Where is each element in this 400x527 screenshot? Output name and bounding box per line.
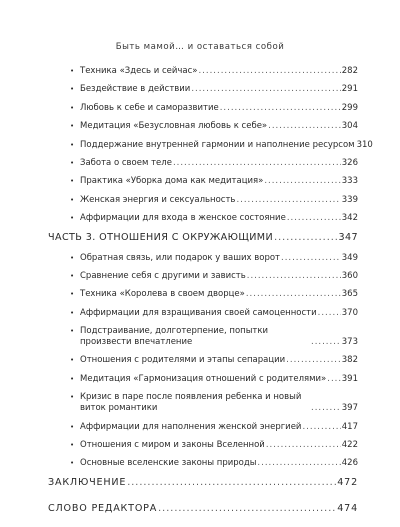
section-title: СЛОВО РЕДАКТОРА (48, 502, 158, 514)
toc-entry (48, 458, 358, 469)
dot-leader (247, 271, 341, 282)
toc-entry-page: 391 (341, 373, 358, 384)
section-page: 472 (337, 476, 358, 488)
toc-entry-page: 417 (341, 421, 358, 432)
bullet-icon: • (70, 140, 75, 149)
bullet-icon: • (70, 327, 75, 336)
bullet-icon: • (70, 271, 75, 280)
bullet-icon: • (70, 374, 75, 383)
dot-leader (302, 422, 340, 433)
dot-leader (191, 84, 340, 95)
toc-entry-page: 304 (341, 121, 358, 132)
toc-entry (48, 355, 358, 366)
toc-section-conclusion (48, 477, 358, 489)
toc-entry-title: Подстраивание, долготерпение, попытки произвести впечатление (80, 326, 269, 348)
toc-entry (48, 289, 358, 300)
bullet-icon: • (70, 214, 75, 223)
toc-entry-page: 360 (341, 270, 358, 281)
bullet-icon: • (70, 290, 75, 299)
toc-entry-page: 349 (341, 252, 358, 263)
toc-entry (48, 253, 358, 264)
dot-leader (127, 477, 336, 489)
toc-entry-page: 426 (341, 458, 358, 469)
bullet-icon: • (70, 308, 75, 317)
toc-entry-title: Медитация «Безусловная любовь к себе» (80, 121, 268, 132)
toc-entry-title: Аффирмации для входа в женское состояние (80, 213, 286, 224)
toc-entry-page: 397 (341, 403, 358, 414)
bullet-icon: • (70, 253, 75, 262)
toc-entry-title: Поддержание внутренней гармонии и наполнение ресурсом (80, 139, 355, 150)
toc-entry (48, 121, 358, 132)
toc-entry-page: 310 (356, 139, 373, 150)
toc-entry (48, 271, 358, 282)
toc-entry (48, 158, 358, 169)
part-title: ЧАСТЬ 3. ОТНОШЕНИЯ С ОКРУЖАЮЩИМИ (48, 231, 274, 243)
dot-leader (198, 66, 340, 77)
toc-entry-page: 422 (341, 440, 358, 451)
dot-leader (318, 308, 341, 319)
toc-entry (48, 374, 358, 385)
toc-entry-title: Бездействие в действии (80, 84, 191, 95)
bullet-icon: • (70, 85, 75, 94)
dot-leader (281, 253, 341, 264)
bullet-icon: • (70, 67, 75, 75)
section-title: ЗАКЛЮЧЕНИЕ (48, 476, 127, 488)
toc-section-editor-word (48, 503, 358, 515)
toc-entry-title: Техника «Здесь и сейчас» (80, 66, 198, 76)
bullet-icon: • (70, 195, 75, 204)
bullet-icon: • (70, 393, 75, 402)
bullet-icon: • (70, 441, 75, 450)
toc-entry (48, 139, 373, 151)
toc-entry-title: Обратная связь, или подарок у ваших ворот (80, 252, 280, 263)
bullet-icon: • (70, 356, 75, 365)
toc-entry (48, 392, 358, 414)
toc-entry-page: 299 (341, 102, 358, 113)
dot-leader (158, 503, 336, 515)
bullet-icon: • (70, 177, 75, 186)
dot-leader (327, 374, 341, 385)
bullet-icon: • (70, 459, 75, 468)
bullet-icon: • (70, 158, 75, 167)
toc-entry-title: Техника «Королева в своем дворце» (80, 289, 245, 300)
toc-entry-title: Забота о своем теле (80, 157, 172, 168)
toc-part-heading (48, 232, 358, 244)
dot-leader (311, 403, 341, 414)
bullet-icon: • (70, 422, 75, 431)
toc-entry-title: Любовь к себе и саморазвитие (80, 102, 219, 113)
toc-entry-page: 365 (341, 289, 358, 300)
toc-entry (48, 326, 358, 348)
toc-entry-page: 333 (341, 176, 358, 187)
section-page: 474 (337, 502, 358, 514)
dot-leader (173, 158, 341, 169)
toc-entry-title: Медитация «Гармонизация отношений с родителями» (80, 373, 327, 384)
toc-entry-title: Женская энергия и сексуальность (80, 194, 236, 205)
toc-entry-page: 373 (341, 337, 358, 348)
toc-entry-page: 342 (341, 213, 358, 224)
toc-entry-page: 339 (341, 194, 358, 205)
toc-entry-title: Основные вселенские законы природы (80, 458, 257, 469)
toc-entry (48, 440, 358, 451)
dot-leader (311, 337, 341, 348)
toc-entry (48, 195, 358, 206)
toc-entry-title: Аффирмации для наполнения женской энергией (80, 421, 302, 432)
toc-entry (48, 66, 358, 77)
dot-leader (246, 289, 341, 300)
toc-entry-page: 326 (341, 157, 358, 168)
toc-entry-title: Практика «Уборка дома как медитация» (80, 176, 264, 187)
toc-entry (48, 213, 358, 224)
dot-leader (274, 232, 337, 244)
dot-leader (268, 121, 341, 132)
toc-entry-page: 382 (341, 355, 358, 366)
bullet-icon: • (70, 103, 75, 112)
toc-entry-title: Аффирмации для взращивания своей самоценности (80, 307, 317, 318)
dot-leader (220, 103, 341, 114)
part-page: 347 (338, 231, 358, 243)
toc-entry (48, 103, 358, 114)
toc-entry-page: 370 (341, 307, 358, 318)
toc-entry (48, 84, 358, 95)
dot-leader (287, 213, 341, 224)
dot-leader (264, 176, 340, 187)
toc-entry (48, 422, 358, 433)
dot-leader (257, 458, 340, 469)
dot-leader (236, 195, 340, 206)
toc-entry-page: 291 (341, 84, 358, 95)
toc-entry-page: 282 (341, 66, 358, 76)
dot-leader (286, 355, 341, 366)
bullet-icon: • (70, 122, 75, 131)
table-of-contents (48, 66, 373, 515)
toc-entry (48, 308, 358, 319)
dot-leader (266, 440, 341, 451)
toc-entry-title: Сравнение себя с другими и зависть (80, 270, 246, 281)
toc-entry (48, 176, 358, 187)
running-head: Быть мамой… и оставаться собой (115, 42, 285, 52)
toc-entry-title: Отношения с миром и законы Вселенной (80, 440, 265, 451)
toc-entry-title: Отношения с родителями и этапы сепарации (80, 355, 286, 366)
toc-entry-title: Кризис в паре после появления ребенка и новый виток романтики (80, 392, 302, 414)
